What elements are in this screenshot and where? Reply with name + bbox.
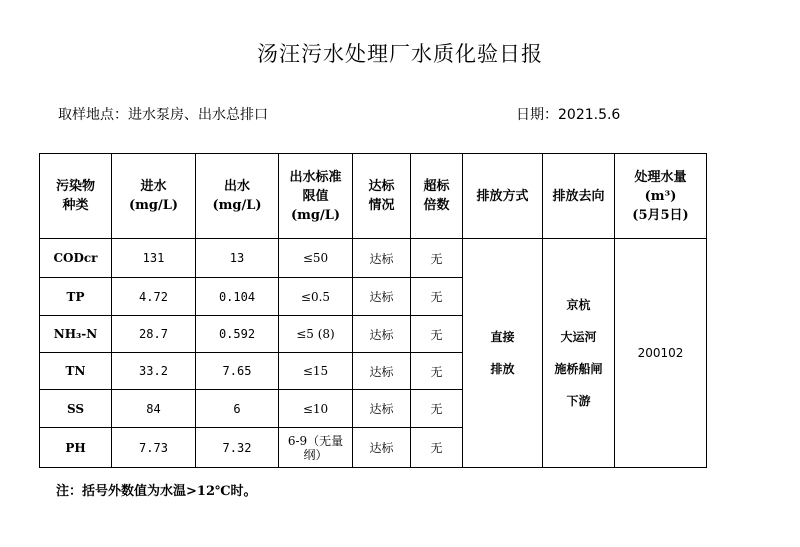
- inflow-cell: 7.73: [112, 428, 196, 468]
- outflow-cell: 13: [196, 239, 279, 278]
- compliance-cell: 达标: [353, 239, 411, 278]
- outflow-cell: 0.592: [196, 316, 279, 353]
- pollutant-cell: TN: [40, 353, 112, 390]
- inflow-cell: 131: [112, 239, 196, 278]
- compliance-cell: 达标: [353, 428, 411, 468]
- exceed-cell: 无: [411, 390, 463, 428]
- exceed-cell: 无: [411, 353, 463, 390]
- standard-cell: ≤15: [279, 353, 353, 390]
- report-title: 汤汪污水处理厂水质化验日报: [257, 42, 543, 66]
- header-discharge-method: 排放方式: [463, 154, 543, 239]
- discharge-method-cell: 直接 排放: [463, 239, 543, 468]
- standard-cell: 6-9（无量纲）: [279, 428, 353, 468]
- header-compliance: 达标 情况: [353, 154, 411, 239]
- pollutant-cell: PH: [40, 428, 112, 468]
- volume-cell: 200102: [615, 239, 707, 468]
- compliance-cell: 达标: [353, 316, 411, 353]
- standard-cell: ≤10: [279, 390, 353, 428]
- sampling-location: 取样地点：进水泵房、出水总排口: [58, 107, 268, 123]
- pollutant-cell: NH₃-N: [40, 316, 112, 353]
- outflow-cell: 7.65: [196, 353, 279, 390]
- outflow-cell: 7.32: [196, 428, 279, 468]
- outflow-cell: 6: [196, 390, 279, 428]
- compliance-cell: 达标: [353, 390, 411, 428]
- footnote: 注：括号外数值为水温>12℃时。: [56, 484, 257, 499]
- exceed-cell: 无: [411, 239, 463, 278]
- pollutant-cell: TP: [40, 278, 112, 316]
- standard-cell: ≤0.5: [279, 278, 353, 316]
- discharge-destination-cell: 京杭 大运河 施桥船闸 下游: [543, 239, 615, 468]
- header-inflow: 进水 (mg/L): [112, 154, 196, 239]
- exceed-cell: 无: [411, 316, 463, 353]
- inflow-cell: 4.72: [112, 278, 196, 316]
- table-row: [40, 239, 707, 278]
- header-row: [40, 154, 707, 239]
- header-discharge-destination: 排放去向: [543, 154, 615, 239]
- header-pollutant: 污染物 种类: [40, 154, 112, 239]
- pollutant-cell: SS: [40, 390, 112, 428]
- header-outflow: 出水 (mg/L): [196, 154, 279, 239]
- inflow-cell: 33.2: [112, 353, 196, 390]
- pollutant-cell: CODcr: [40, 239, 112, 278]
- exceed-cell: 无: [411, 278, 463, 316]
- standard-cell: ≤50: [279, 239, 353, 278]
- header-volume: 处理水量 (m³) (5月5日): [615, 154, 707, 239]
- compliance-cell: 达标: [353, 353, 411, 390]
- inflow-cell: 84: [112, 390, 196, 428]
- compliance-cell: 达标: [353, 278, 411, 316]
- report-date: 日期：2021.5.6: [516, 107, 621, 123]
- inflow-cell: 28.7: [112, 316, 196, 353]
- outflow-cell: 0.104: [196, 278, 279, 316]
- water-quality-table: [39, 153, 707, 468]
- standard-cell: ≤5 (8): [279, 316, 353, 353]
- header-standard: 出水标准 限值 (mg/L): [279, 154, 353, 239]
- exceed-cell: 无: [411, 428, 463, 468]
- header-exceed: 超标 倍数: [411, 154, 463, 239]
